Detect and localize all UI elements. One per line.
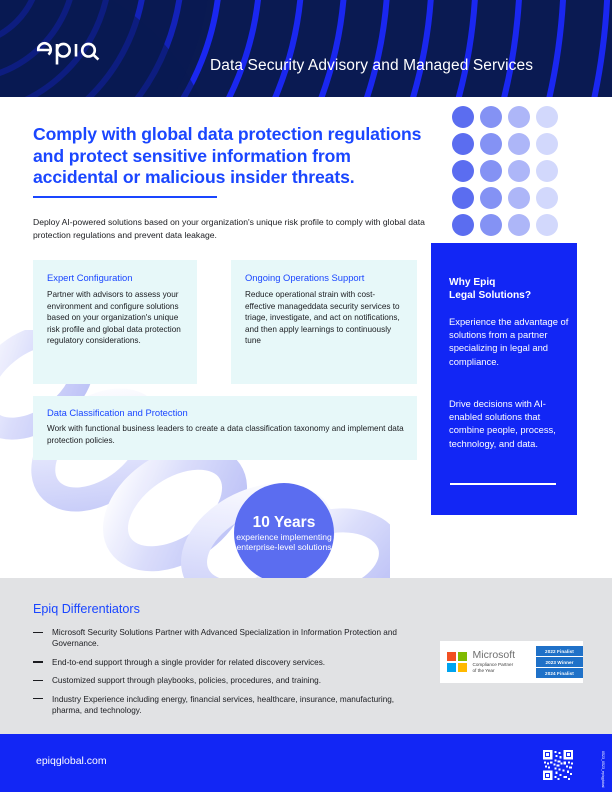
feature-card-data-classification-and-protection: [33, 396, 417, 460]
differentiator-text: End-to-end support through a single provider for related discovery services.: [52, 657, 326, 667]
differentiator-item: [33, 694, 423, 717]
grid-dot: [508, 214, 530, 236]
footer-website-link[interactable]: epiqglobal.com: [36, 755, 107, 767]
card-title: Data Classification and Protection: [47, 407, 188, 418]
grid-dot: [536, 106, 558, 128]
feature-card-ongoing-operations-support: [231, 260, 417, 384]
hero-headline: Comply with global data protection regulations and protect sensitive information from accidental or malicious insider threats.: [33, 124, 422, 187]
grid-dot: [452, 133, 474, 155]
microsoft-logo-icon: [447, 652, 467, 672]
grid-dot: [480, 214, 502, 236]
differentiator-text: Industry Experience including energy, financial services, healthcare, insurance, manufacturing, pharma, and technology.: [52, 694, 395, 716]
microsoft-badge-subtitle: Compliance Partner of the Year: [472, 661, 514, 673]
dash-icon: [33, 698, 43, 699]
card-title: Ongoing Operations Support: [245, 272, 365, 283]
hero-divider: [33, 196, 217, 198]
differentiator-item: [33, 627, 423, 650]
grid-dot: [480, 133, 502, 155]
years-badge-number: 10 Years: [252, 513, 316, 531]
grid-dot: [452, 106, 474, 128]
years-badge-caption: experience implementing enterprise-level solutions: [236, 531, 332, 552]
feature-card-expert-configuration: [33, 260, 197, 384]
differentiator-item: [33, 675, 423, 686]
grid-dot: [508, 187, 530, 209]
dash-icon: [33, 680, 43, 681]
grid-dot: [508, 106, 530, 128]
microsoft-partner-badge: [440, 641, 583, 683]
differentiators-list: [33, 627, 423, 723]
differentiator-text: Customized support through playbooks, policies, procedures, and training.: [52, 676, 321, 686]
card-body: Reduce operational strain with cost-effective manageddata security services to triage, investigate, and act on notifications, and then apply learnings to continuously tune: [245, 290, 400, 346]
award-ribbon-group: [536, 646, 583, 678]
qr-code-caption: 0523_0523_epiqglobal: [601, 751, 605, 788]
award-ribbon: 2023 Winner: [536, 657, 583, 667]
dot-grid-decoration: [452, 106, 564, 241]
card-body: Partner with advisors to assess your environment and configure solutions based on your organization's unique risk profile and global data protection regulatory considerations.: [47, 290, 181, 346]
grid-dot: [480, 106, 502, 128]
differentiator-text: Microsoft Security Solutions Partner with Advanced Specialization in Information Protection and Governance.: [52, 628, 397, 649]
hero-deck: Deploy AI-powered solutions based on your organization's unique risk profile to comply with global data protection regulations and prevent data leakage.: [33, 217, 425, 241]
dash-icon: [33, 661, 43, 662]
grid-dot: [536, 214, 558, 236]
grid-dot: [508, 133, 530, 155]
qr-code-icon[interactable]: [543, 750, 573, 780]
why-epiq-panel: [431, 243, 577, 515]
why-epiq-paragraph-2: Drive decisions with AI-enabled solutions that combine people, process, technology, and data.: [449, 398, 556, 449]
card-title: Expert Configuration: [47, 272, 133, 283]
microsoft-brand-name: Microsoft: [472, 648, 516, 661]
header-title: Data Security Advisory and Managed Services: [210, 57, 534, 74]
why-epiq-paragraph-1: Experience the advantage of solutions from a partner specializing in legal and compliance.: [449, 316, 569, 367]
differentiator-item: [33, 657, 423, 668]
award-ribbon: 2022 Finalist: [536, 646, 583, 656]
grid-dot: [536, 187, 558, 209]
grid-dot: [452, 214, 474, 236]
award-ribbon: 2024 Finalist: [536, 668, 583, 678]
years-experience-badge: [234, 483, 334, 583]
why-epiq-title: Why Epiq Legal Solutions?: [449, 277, 532, 302]
grid-dot: [452, 160, 474, 182]
card-body: Work with functional business leaders to create a data classification taxonomy and implement data protection policies.: [47, 424, 404, 445]
grid-dot: [536, 133, 558, 155]
grid-dot: [480, 187, 502, 209]
page-header: [0, 0, 612, 97]
epiq-logo[interactable]: [36, 32, 136, 66]
grid-dot: [480, 160, 502, 182]
differentiators-title: Epiq Differentiators: [33, 602, 140, 616]
grid-dot: [536, 160, 558, 182]
grid-dot: [508, 160, 530, 182]
microsoft-badge-text: [473, 650, 535, 674]
dash-icon: [33, 632, 43, 633]
grid-dot: [452, 187, 474, 209]
why-epiq-divider: [450, 483, 556, 485]
